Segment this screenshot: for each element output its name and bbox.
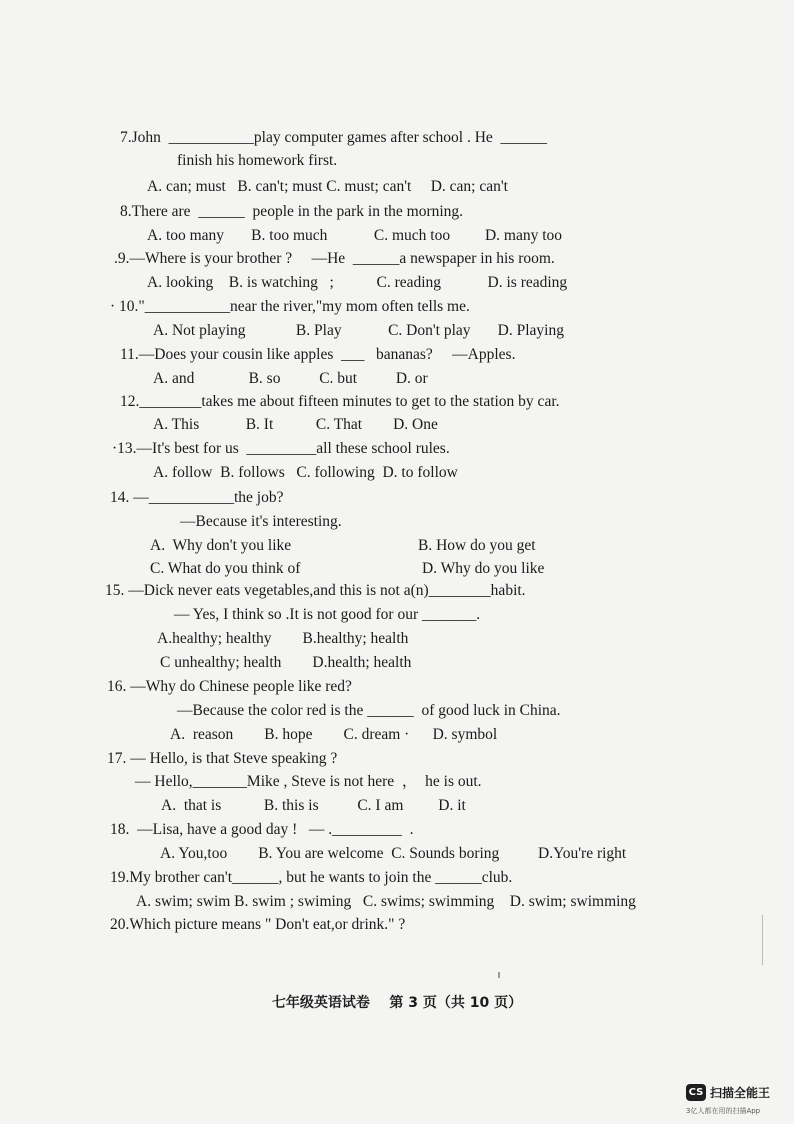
q18-options: A. You,too B. You are welcome C. Sounds boring D.You're right [160, 845, 627, 862]
q12-options: A. This B. It C. That D. One [153, 416, 438, 433]
q17-options: A. that is B. this is C. I am D. it [161, 797, 466, 814]
q7-options: A. can; must B. can't; must C. must; can't D. can; can't [147, 178, 508, 195]
q9-stem: .9.—Where is your brother ? —He ______a newspaper in his room. [114, 250, 555, 267]
q14-option-a: A. Why don't you like [150, 537, 292, 554]
q7-stem-cont: finish his homework first. [177, 152, 338, 169]
page-footer: 七年级英语试卷 第 3 页（共 10 页） [271, 995, 523, 1011]
q14-stem: 14. —___________the job? [110, 489, 284, 506]
q8-stem: 8.There are ______ people in the park in the morning. [120, 203, 464, 220]
q20-stem: 20.Which picture means " Don't eat,or drink." ? [110, 916, 406, 933]
q8-options: A. too many B. too much C. much too D. many too [147, 227, 563, 244]
q19-options: A. swim; swim B. swim ; swiming C. swims; swimming D. swim; swimming [136, 893, 636, 910]
q11-options: A. and B. so C. but D. or [153, 370, 428, 387]
q12-stem: 12.________takes me about fifteen minutes to get to the station by car. [120, 393, 560, 410]
q13-options: A. follow B. follows C. following D. to follow [153, 464, 458, 481]
q11-stem: 11.—Does your cousin like apples ___ bananas? —Apples. [120, 346, 516, 363]
camscanner-logo-icon: CS [686, 1084, 706, 1101]
q15-options-ab: A.healthy; healthy B.healthy; health [157, 630, 409, 647]
q14-option-b: B. How do you get [418, 537, 536, 554]
q14-option-d: D. Why do you like [422, 560, 545, 577]
q7-stem: 7.John ___________play computer games after school . He ______ [120, 129, 548, 146]
q16-options: A. reason B. hope C. dream · D. symbol [170, 726, 498, 743]
watermark-name: 扫描全能王 [710, 1086, 771, 1100]
q14-answer: —Because it's interesting. [180, 513, 342, 530]
q19-stem: 19.My brother can't______, but he wants to join the ______club. [110, 869, 513, 886]
scanner-watermark [686, 1082, 792, 1122]
q16-stem: 16. —Why do Chinese people like red? [107, 678, 352, 695]
q15-answer: — Yes, I think so .It is not good for our _______. [174, 606, 481, 623]
q15-stem: 15. —Dick never eats vegetables,and this is not a(n)________habit. [105, 582, 526, 599]
q17-stem: 17. — Hello, is that Steve speaking ? [107, 750, 338, 767]
watermark-tagline: 3亿人都在用的扫描App [686, 1107, 761, 1115]
scan-edge-line [762, 915, 763, 965]
q15-options-cd: C unhealthy; health D.health; health [160, 654, 412, 671]
q17-answer: — Hello,_______Mike , Steve is not here ， he is out. [135, 773, 482, 790]
q14-option-c: C. What do you think of [150, 560, 301, 577]
q13-stem: ·13.—It's best for us _________all these school rules. [112, 440, 450, 457]
q10-options: A. Not playing B. Play C. Don't play D. Playing [153, 322, 564, 339]
q18-stem: 18. —Lisa, have a good day ! — ._________ . [110, 821, 414, 838]
scan-speck [498, 972, 500, 978]
q10-stem: · 10."___________near the river,"my mom often tells me. [110, 298, 470, 315]
q9-options: A. looking B. is watching ; C. reading D. is reading [147, 274, 568, 291]
q16-answer: —Because the color red is the ______ of good luck in China. [177, 702, 561, 719]
